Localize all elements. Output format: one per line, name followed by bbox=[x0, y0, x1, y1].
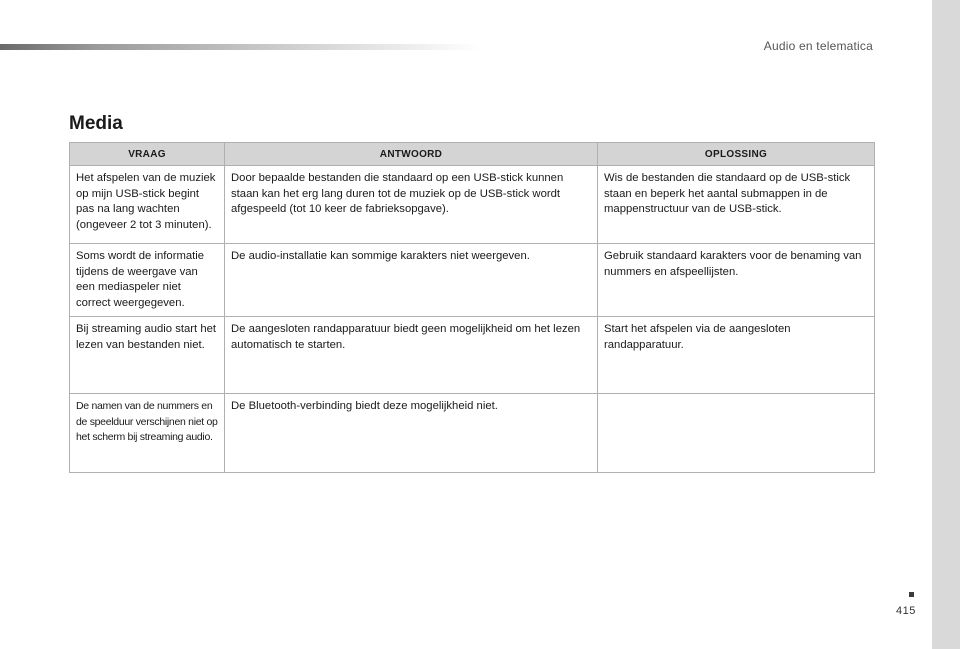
faq-table bbox=[69, 142, 875, 473]
chapter-title: Audio en telematica bbox=[763, 39, 873, 53]
column-header-question: VRAAG bbox=[70, 143, 225, 166]
answer-cell: De Bluetooth-verbinding biedt deze mogelijkheid niet. bbox=[225, 394, 598, 473]
answer-cell: De aangesloten randapparatuur biedt geen mogelijkheid om het lezen automatisch te starten. bbox=[225, 317, 598, 394]
table-header-row bbox=[70, 143, 875, 166]
question-cell: Soms wordt de informatie tijdens de weergave van een mediaspeler niet correct weergegeven. bbox=[70, 244, 225, 317]
question-cell: Het afspelen van de muziek op mijn USB-stick begint pas na lang wachten (ongeveer 2 tot 3 minuten). bbox=[70, 166, 225, 244]
question-cell: De namen van de nummers en de speelduur verschijnen niet op het scherm bij streaming audio. bbox=[70, 394, 225, 473]
solution-cell: Start het afspelen via de aangesloten randapparatuur. bbox=[598, 317, 875, 394]
page-number: 415 bbox=[896, 605, 916, 617]
table-row bbox=[70, 394, 875, 473]
solution-cell bbox=[598, 394, 875, 473]
page-marker bbox=[909, 592, 914, 597]
table-row bbox=[70, 166, 875, 244]
column-header-answer: ANTWOORD bbox=[225, 143, 598, 166]
column-header-solution: OPLOSSING bbox=[598, 143, 875, 166]
answer-cell: Door bepaalde bestanden die standaard op een USB-stick kunnen staan kan het erg lang duren tot de muziek op de USB-stick wordt afgespeeld (tot 10 keer de fabrieksopgave). bbox=[225, 166, 598, 244]
answer-cell: De audio-installatie kan sommige karakters niet weergeven. bbox=[225, 244, 598, 317]
question-cell: Bij streaming audio start het lezen van bestanden niet. bbox=[70, 317, 225, 394]
solution-cell: Wis de bestanden die standaard op de USB-stick staan en beperk het aantal submappen in de mappenstructuur van de USB-stick. bbox=[598, 166, 875, 244]
solution-cell: Gebruik standaard karakters voor de benaming van nummers en afspeellijsten. bbox=[598, 244, 875, 317]
side-margin-strip bbox=[932, 0, 960, 649]
header-decorative-bar bbox=[0, 44, 480, 50]
section-title: Media bbox=[69, 113, 123, 134]
table-row bbox=[70, 317, 875, 394]
table-row bbox=[70, 244, 875, 317]
